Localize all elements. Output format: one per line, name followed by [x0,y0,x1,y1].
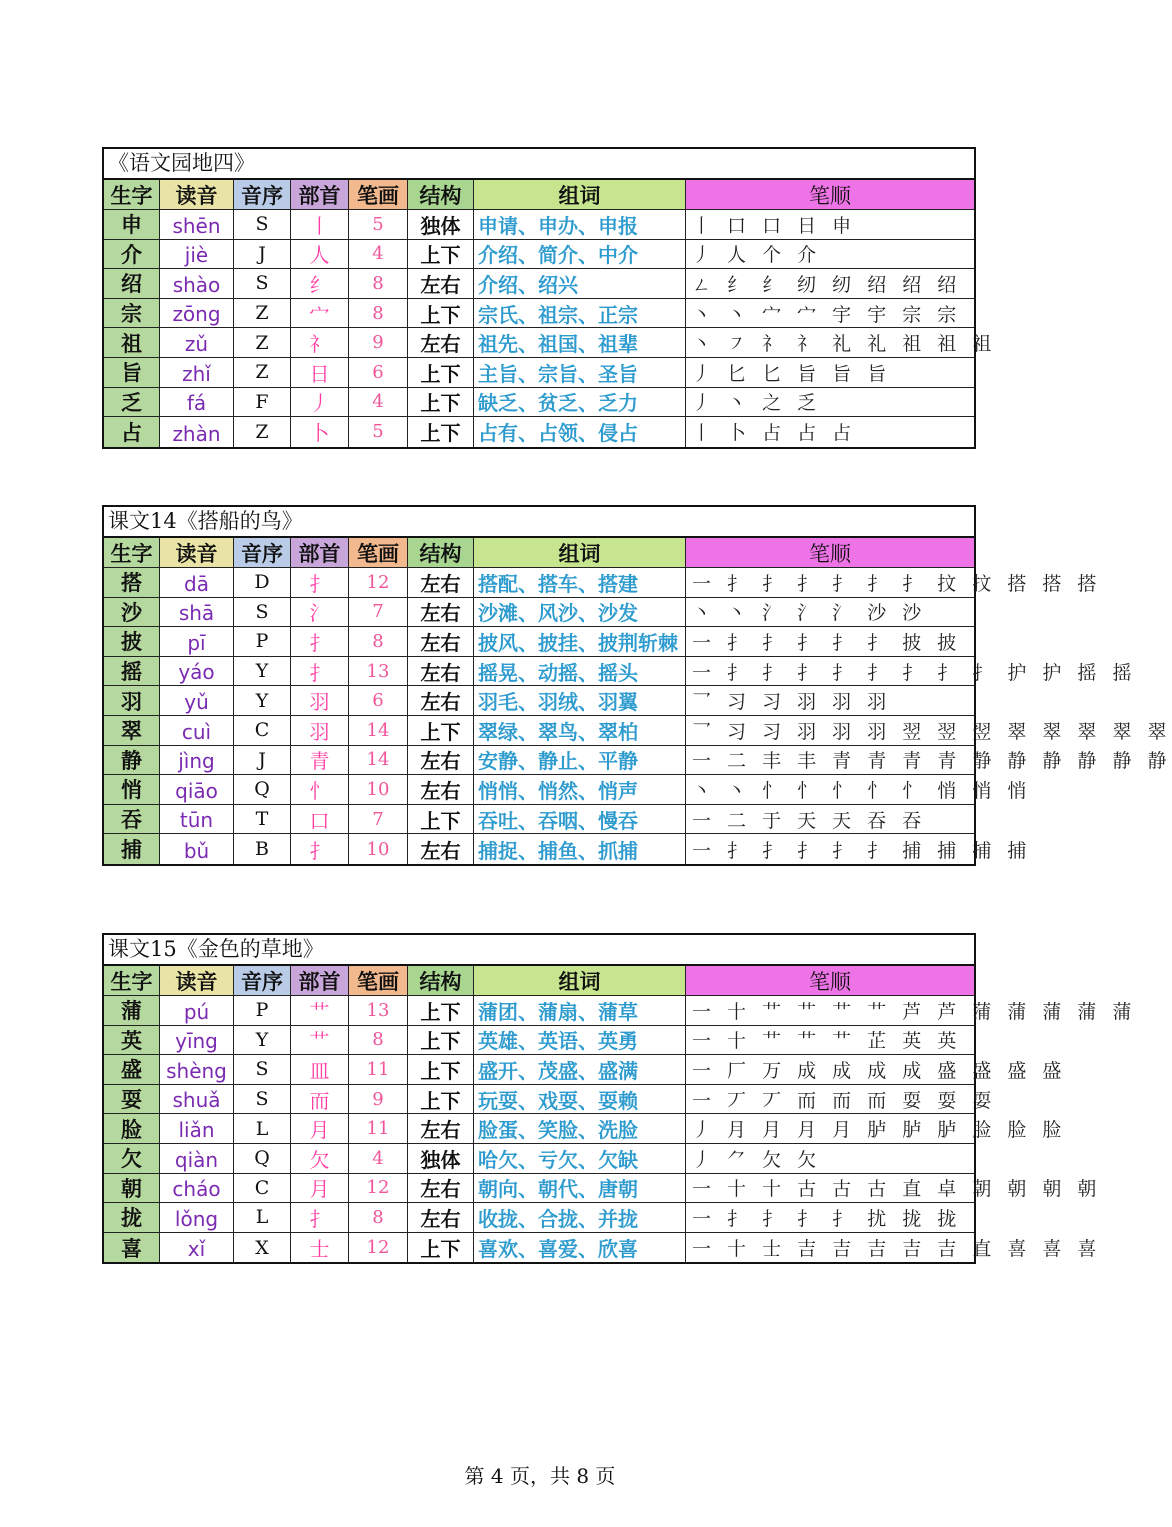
column-header: 结构 [408,180,474,209]
words-cell: 安静、静止、平静 [474,746,686,775]
stroke-order-cell: 一 扌 扌 扌 扌 扌 扌 抆 抆 搭 搭 搭 [692,572,1102,595]
pinyin-cell: zhàn [160,417,234,447]
words-cell: 祖先、祖国、祖辈 [474,328,686,357]
pinyin-cell: qiàn [160,1144,234,1173]
pinyin-cell: lǒng [160,1203,234,1232]
stroke-order-cell: 丿 匕 匕 旨 旨 旨 [692,362,892,385]
pinyin-cell: yǔ [160,686,234,715]
words-cell: 哈欠、亏欠、欠缺 [474,1144,686,1173]
structure-cell: 左右 [408,1203,474,1232]
stroke-order-cell: 一 二 丰 丰 青 青 青 青 静 静 静 静 静 静 [692,750,1172,773]
radical-cell: 羽 [291,716,349,745]
words-cell: 宗氏、祖宗、正宗 [474,299,686,328]
table-row [104,627,974,657]
radical-cell: 扌 [291,834,349,864]
table-row [104,210,974,240]
char-cell: 绍 [104,269,160,298]
words-cell: 玩耍、戏耍、耍赖 [474,1085,686,1114]
char-cell: 捕 [104,834,160,864]
column-header: 组词 [474,538,686,567]
char-cell: 宗 [104,299,160,328]
stroke-count-cell: 8 [349,269,408,298]
table-yuwen-yuandi-4 [102,147,997,449]
structure-cell: 左右 [408,657,474,686]
stroke-order-cell: 丿 人 个 介 [692,244,822,267]
structure-cell: 上下 [408,358,474,387]
order-cell: D [234,568,291,597]
order-cell: Z [234,417,291,447]
stroke-order-cell: 一 十 艹 艹 艹 艹 芦 芦 蒲 蒲 蒲 蒲 蒲 [692,1000,1137,1023]
stroke-order-cell: 丨 卜 占 占 占 [692,422,857,445]
order-cell: J [234,746,291,775]
table-row [104,417,974,447]
stroke-order-cell: 一 十 艹 艹 艹 芷 英 英 [692,1030,962,1053]
pinyin-cell: yáo [160,657,234,686]
char-cell: 摇 [104,657,160,686]
column-header: 读音 [160,180,234,209]
column-header: 生字 [104,538,160,567]
structure-cell: 独体 [408,1144,474,1173]
stroke-count-cell: 8 [349,299,408,328]
radical-cell: 月 [291,1174,349,1203]
pinyin-cell: yīng [160,1026,234,1055]
structure-cell: 左右 [408,775,474,804]
stroke-order-cell: 一 厂 万 成 成 成 成 盛 盛 盛 盛 [692,1059,1067,1082]
column-header: 组词 [474,966,686,995]
words-cell: 主旨、宗旨、圣旨 [474,358,686,387]
page-footer: 第 4 页，共 8 页 [464,1464,616,1488]
table-row [104,240,974,270]
radical-cell: 卜 [291,417,349,447]
stroke-order-cell: 丶 丶 氵 氵 氵 沙 沙 [692,602,927,625]
stroke-count-cell: 7 [349,598,408,627]
stroke-count-cell: 8 [349,1203,408,1232]
stroke-order-cell: 一 十 十 古 古 古 直 卓 朝 朝 朝 朝 [692,1178,1102,1201]
char-cell: 蒲 [104,996,160,1025]
radical-cell: 纟 [291,269,349,298]
order-cell: Z [234,299,291,328]
char-cell: 祖 [104,328,160,357]
table-header-row [104,966,974,996]
stroke-order-cell: 一 十 士 吉 吉 吉 吉 吉 直 喜 喜 喜 [692,1238,1102,1261]
words-cell: 脸蛋、笑脸、洗脸 [474,1114,686,1143]
char-cell: 羽 [104,686,160,715]
stroke-count-cell: 8 [349,627,408,656]
stroke-order-cell: 丶 ㇇ 礻 礻 礼 礼 祖 祖 祖 [692,333,997,356]
table-row [104,996,1137,1026]
char-cell: 沙 [104,598,160,627]
column-header: 音序 [234,538,291,567]
column-header: 生字 [104,966,160,995]
order-cell: Y [234,686,291,715]
words-cell: 蒲团、蒲扇、蒲草 [474,996,686,1025]
stroke-count-cell: 5 [349,417,408,447]
pinyin-cell: shào [160,269,234,298]
column-header: 部首 [291,538,349,567]
stroke-order-cell: 一 扌 扌 扌 扌 扌 捕 捕 捕 捕 [692,839,1032,862]
stroke-count-cell: 7 [349,805,408,834]
stroke-count-cell: 13 [349,657,408,686]
order-cell: L [234,1203,291,1232]
structure-cell: 上下 [408,388,474,417]
char-cell: 吞 [104,805,160,834]
radical-cell: 氵 [291,598,349,627]
table-row [104,1174,1102,1204]
column-header: 笔顺 [686,538,974,567]
structure-cell: 上下 [408,1055,474,1084]
radical-cell: 日 [291,358,349,387]
stroke-count-cell: 11 [349,1114,408,1143]
radical-cell: 扌 [291,627,349,656]
stroke-order-cell: 丿 月 月 月 月 胪 胪 胪 脸 脸 脸 [692,1119,1067,1142]
table-row [104,746,1172,776]
char-cell: 占 [104,417,160,447]
pinyin-cell: shuǎ [160,1085,234,1114]
table-row [104,269,974,299]
column-header: 读音 [160,538,234,567]
radical-cell: 羽 [291,686,349,715]
table-row [104,1055,1067,1085]
char-cell: 披 [104,627,160,656]
stroke-count-cell: 14 [349,716,408,745]
pinyin-cell: jiè [160,240,234,269]
stroke-order-cell: 一 丆 丆 而 而 而 耍 耍 耍 [692,1089,997,1112]
char-cell: 搭 [104,568,160,597]
words-cell: 朝向、朝代、唐朝 [474,1174,686,1203]
pinyin-cell: jìng [160,746,234,775]
pinyin-cell: cháo [160,1174,234,1203]
char-cell: 欠 [104,1144,160,1173]
order-cell: S [234,269,291,298]
char-cell: 朝 [104,1174,160,1203]
radical-cell: 丿 [291,388,349,417]
pinyin-cell: shèng [160,1055,234,1084]
column-header: 音序 [234,180,291,209]
structure-cell: 左右 [408,568,474,597]
stroke-count-cell: 4 [349,240,408,269]
stroke-order-cell: 乛 习 习 羽 羽 羽 [692,691,892,714]
radical-cell: 口 [291,805,349,834]
stroke-order-cell: 乛 习 习 羽 羽 羽 翌 翌 翌 翠 翠 翠 翠 翠 [692,720,1172,743]
pinyin-cell: dā [160,568,234,597]
structure-cell: 左右 [408,598,474,627]
words-cell: 吞吐、吞咽、慢吞 [474,805,686,834]
order-cell: P [234,627,291,656]
order-cell: C [234,716,291,745]
structure-cell: 左右 [408,328,474,357]
char-cell: 拢 [104,1203,160,1232]
char-cell: 介 [104,240,160,269]
order-cell: C [234,1174,291,1203]
structure-cell: 左右 [408,834,474,864]
table-row [104,1233,1102,1263]
structure-cell: 上下 [408,1233,474,1263]
stroke-order-cell: 丿 丶 之 乏 [692,392,822,415]
words-cell: 悄悄、悄然、悄声 [474,775,686,804]
words-cell: 羽毛、羽绒、羽翼 [474,686,686,715]
table-row [104,1085,997,1115]
radical-cell: 青 [291,746,349,775]
radical-cell: 扌 [291,1203,349,1232]
char-cell: 旨 [104,358,160,387]
structure-cell: 上下 [408,716,474,745]
char-cell: 翠 [104,716,160,745]
table-header-row [104,538,974,568]
table-row [104,1114,1067,1144]
column-header: 笔画 [349,180,408,209]
stroke-count-cell: 10 [349,834,408,864]
column-header: 笔画 [349,966,408,995]
structure-cell: 独体 [408,210,474,239]
column-header: 组词 [474,180,686,209]
words-cell: 搭配、搭车、搭建 [474,568,686,597]
char-cell: 耍 [104,1085,160,1114]
radical-cell: 艹 [291,996,349,1025]
table-row [104,805,974,835]
order-cell: S [234,210,291,239]
column-header: 结构 [408,966,474,995]
column-header: 生字 [104,180,160,209]
structure-cell: 左右 [408,746,474,775]
stroke-count-cell: 9 [349,1085,408,1114]
radical-cell: 而 [291,1085,349,1114]
order-cell: Y [234,657,291,686]
stroke-count-cell: 14 [349,746,408,775]
char-cell: 悄 [104,775,160,804]
table-row [104,834,1032,864]
table-row [104,775,1032,805]
column-header: 结构 [408,538,474,567]
stroke-order-cell: 丶 丶 宀 宀 宇 宇 宗 宗 [692,303,962,326]
stroke-count-cell: 9 [349,328,408,357]
table-row [104,686,974,716]
radical-cell: 扌 [291,568,349,597]
table-row [104,358,974,388]
words-cell: 沙滩、风沙、沙发 [474,598,686,627]
column-header: 笔画 [349,538,408,567]
radical-cell: 礻 [291,328,349,357]
table-header-row [104,180,974,210]
radical-cell: 丨 [291,210,349,239]
order-cell: S [234,1055,291,1084]
stroke-count-cell: 13 [349,996,408,1025]
stroke-count-cell: 12 [349,1174,408,1203]
structure-cell: 上下 [408,417,474,447]
stroke-order-cell: 丶 丶 忄 忄 忄 忄 忄 悄 悄 悄 [692,779,1032,802]
words-cell: 申请、申办、申报 [474,210,686,239]
stroke-count-cell: 10 [349,775,408,804]
pinyin-cell: tūn [160,805,234,834]
radical-cell: 人 [291,240,349,269]
words-cell: 缺乏、贫乏、乏力 [474,388,686,417]
stroke-order-cell: 丨 口 口 日 申 [692,214,857,237]
pinyin-cell: cuì [160,716,234,745]
order-cell: Q [234,775,291,804]
table-row [104,657,1137,687]
stroke-count-cell: 6 [349,686,408,715]
pinyin-cell: zǔ [160,328,234,357]
table-row [104,568,1102,598]
pinyin-cell: zhǐ [160,358,234,387]
pinyin-cell: liǎn [160,1114,234,1143]
char-cell: 喜 [104,1233,160,1263]
stroke-order-cell: 一 扌 扌 扌 扌 扌 扌 扌 扌 护 护 摇 摇 [692,661,1137,684]
order-cell: J [234,240,291,269]
words-cell: 捕捉、捕鱼、抓捕 [474,834,686,864]
structure-cell: 上下 [408,1026,474,1055]
table-row [104,299,974,329]
column-header: 部首 [291,966,349,995]
order-cell: Y [234,1026,291,1055]
char-cell: 静 [104,746,160,775]
stroke-count-cell: 12 [349,1233,408,1263]
stroke-count-cell: 8 [349,1026,408,1055]
words-cell: 翠绿、翠鸟、翠柏 [474,716,686,745]
char-cell: 盛 [104,1055,160,1084]
words-cell: 收拢、合拢、并拢 [474,1203,686,1232]
structure-cell: 左右 [408,686,474,715]
words-cell: 占有、占领、侵占 [474,417,686,447]
stroke-order-cell: 一 二 于 天 天 吞 吞 [692,809,927,832]
order-cell: P [234,996,291,1025]
radical-cell: 忄 [291,775,349,804]
radical-cell: 宀 [291,299,349,328]
table-row [104,1026,974,1056]
pinyin-cell: pú [160,996,234,1025]
table-row [104,716,1172,746]
char-cell: 申 [104,210,160,239]
table-title: 《语文园地四》 [104,149,974,180]
order-cell: T [234,805,291,834]
order-cell: B [234,834,291,864]
stroke-count-cell: 12 [349,568,408,597]
table-lesson-14 [102,505,1172,866]
structure-cell: 上下 [408,996,474,1025]
structure-cell: 左右 [408,1174,474,1203]
structure-cell: 左右 [408,269,474,298]
structure-cell: 上下 [408,240,474,269]
order-cell: F [234,388,291,417]
column-header: 笔顺 [686,966,974,995]
order-cell: S [234,598,291,627]
column-header: 音序 [234,966,291,995]
char-cell: 英 [104,1026,160,1055]
stroke-count-cell: 4 [349,1144,408,1173]
char-cell: 脸 [104,1114,160,1143]
order-cell: S [234,1085,291,1114]
radical-cell: 皿 [291,1055,349,1084]
stroke-count-cell: 6 [349,358,408,387]
words-cell: 披风、披挂、披荆斩棘 [474,627,686,656]
structure-cell: 左右 [408,1114,474,1143]
stroke-count-cell: 4 [349,388,408,417]
pinyin-cell: xǐ [160,1233,234,1263]
pinyin-cell: fá [160,388,234,417]
words-cell: 介绍、绍兴 [474,269,686,298]
words-cell: 盛开、茂盛、盛满 [474,1055,686,1084]
table-row [104,328,997,358]
order-cell: X [234,1233,291,1263]
words-cell: 摇晃、动摇、摇头 [474,657,686,686]
structure-cell: 上下 [408,299,474,328]
column-header: 笔顺 [686,180,974,209]
order-cell: L [234,1114,291,1143]
char-cell: 乏 [104,388,160,417]
table-lesson-15 [102,933,1137,1264]
stroke-count-cell: 11 [349,1055,408,1084]
stroke-count-cell: 5 [349,210,408,239]
words-cell: 介绍、简介、中介 [474,240,686,269]
structure-cell: 左右 [408,627,474,656]
radical-cell: 扌 [291,657,349,686]
order-cell: Z [234,358,291,387]
structure-cell: 上下 [408,1085,474,1114]
structure-cell: 上下 [408,805,474,834]
order-cell: Z [234,328,291,357]
pinyin-cell: shā [160,598,234,627]
pinyin-cell: shēn [160,210,234,239]
column-header: 部首 [291,180,349,209]
radical-cell: 士 [291,1233,349,1263]
table-row [104,598,974,628]
radical-cell: 月 [291,1114,349,1143]
stroke-order-cell: 一 扌 扌 扌 扌 扰 拢 拢 [692,1207,962,1230]
column-header: 读音 [160,966,234,995]
pinyin-cell: zōng [160,299,234,328]
radical-cell: 艹 [291,1026,349,1055]
table-row [104,1203,974,1233]
words-cell: 英雄、英语、英勇 [474,1026,686,1055]
order-cell: Q [234,1144,291,1173]
pinyin-cell: pī [160,627,234,656]
stroke-order-cell: ㄥ 纟 纟 纫 纫 绍 绍 绍 [692,273,962,296]
radical-cell: 欠 [291,1144,349,1173]
pinyin-cell: qiāo [160,775,234,804]
stroke-order-cell: 丿 ⺈ 欠 欠 [692,1148,822,1171]
pinyin-cell: bǔ [160,834,234,864]
stroke-order-cell: 一 扌 扌 扌 扌 扌 披 披 [692,631,962,654]
table-row [104,388,974,418]
table-row [104,1144,974,1174]
table-title: 课文15《金色的草地》 [104,935,974,966]
words-cell: 喜欢、喜爱、欣喜 [474,1233,686,1263]
table-title: 课文14《搭船的鸟》 [104,507,974,538]
